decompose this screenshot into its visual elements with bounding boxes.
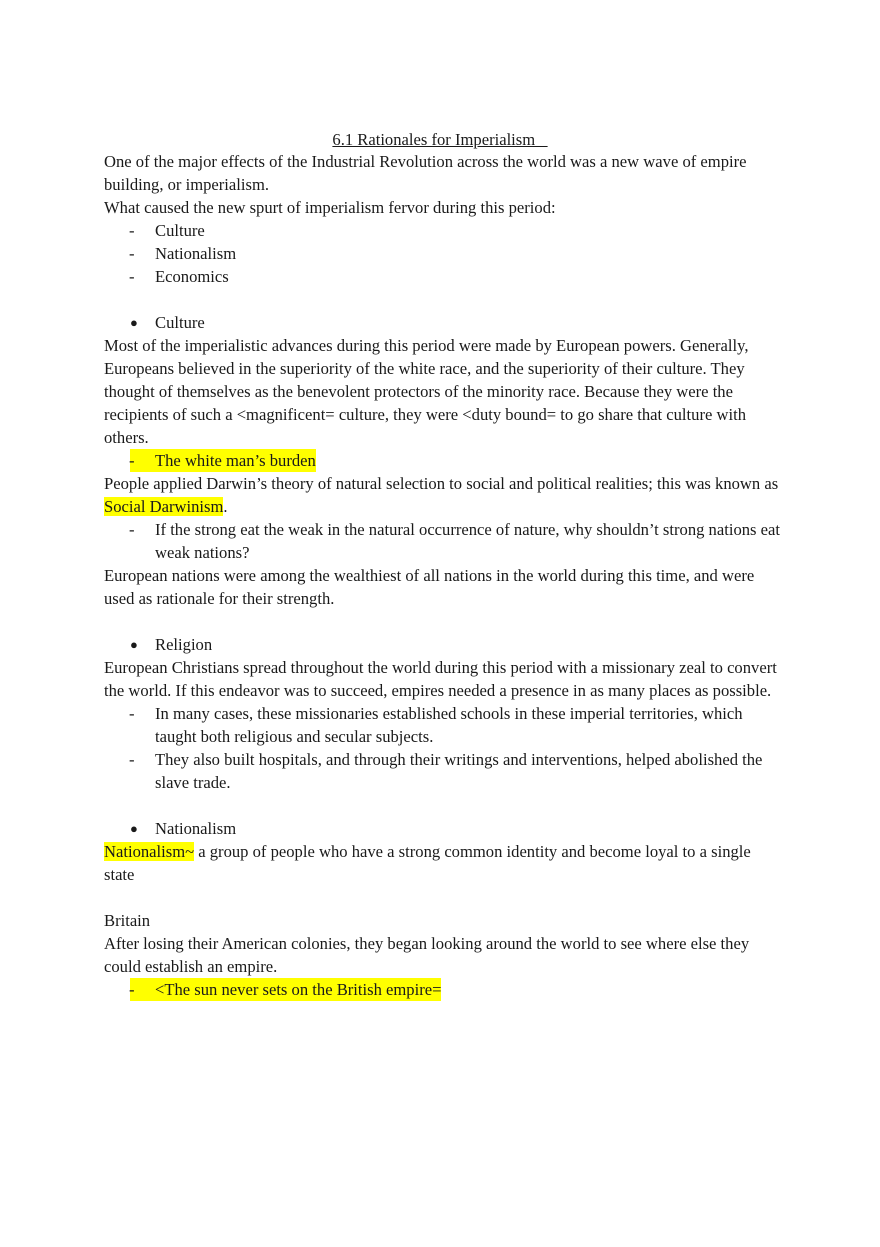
culture-heading: ● Culture — [104, 311, 784, 334]
religion-dash-item-2: - They also built hospitals, and through their writings and interventions, helped abolished the slave trade. — [104, 748, 784, 794]
nationalism-heading: ● Nationalism — [104, 817, 784, 840]
intro-paragraph: One of the major effects of the Industrial Revolution across the world was a new wave of empire building, or imperialism. — [104, 152, 747, 194]
social-darwinism-highlight: Social Darwinism — [104, 497, 224, 516]
document-body — [104, 150, 784, 1001]
culture-dash-item: - If the strong eat the weak in the natural occurrence of nature, why shouldn’t strong nations eat weak nations? — [104, 518, 784, 564]
british-empire-quote-highlight: <The sun never sets on the British empire= — [130, 978, 441, 1001]
religion-paragraph: European Christians spread throughout the world during this period with a missionary zeal to convert the world. If this endeavor was to succeed, empires needed a presence in as many places as possible. — [104, 658, 777, 700]
cause-item-culture: - Culture — [104, 219, 784, 242]
culture-paragraph-3: European nations were among the wealthiest of all nations in the world during this time, and were used as rationale for their strength. — [104, 566, 755, 608]
intro-question: What caused the new spurt of imperialism fervor during this period: — [104, 198, 556, 217]
cause-item-nationalism: - Nationalism — [104, 242, 784, 265]
britain-heading: Britain — [104, 911, 151, 930]
culture-paragraph-2: People applied Darwin’s theory of natural selection to social and political realities; this was known as Social Darwinism. — [104, 474, 779, 516]
cause-item-economics: - Economics — [104, 265, 784, 288]
british-empire-quote-item — [104, 978, 784, 1001]
page-title: 6.1 Rationales for Imperialism — [332, 130, 548, 149]
religion-heading: ● Religion — [104, 633, 784, 656]
culture-paragraph-1: Most of the imperialistic advances during this period were made by European powers. Generally, Europeans believed in the superiority of the white race, and the superiority of their culture. They thought of themselves as the benevolent protectors of the minority race. Because they were the recipients of such a <magnificent= culture, they were <duty bound= to go share that culture with others. — [104, 336, 749, 447]
nationalism-term-highlight: Nationalism~ — [104, 842, 195, 861]
britain-paragraph: After losing their American colonies, they began looking around the world to see where else they could establish an empire. — [104, 934, 750, 976]
religion-dash-item-1: - In many cases, these missionaries established schools in these imperial territories, which taught both religious and secular subjects. — [104, 702, 784, 748]
nationalism-definition: Nationalism~ a group of people who have a strong common identity and become loyal to a single state — [104, 842, 751, 884]
white-mans-burden-item — [104, 449, 784, 472]
white-mans-burden-highlight: The white man’s burden — [130, 449, 316, 472]
